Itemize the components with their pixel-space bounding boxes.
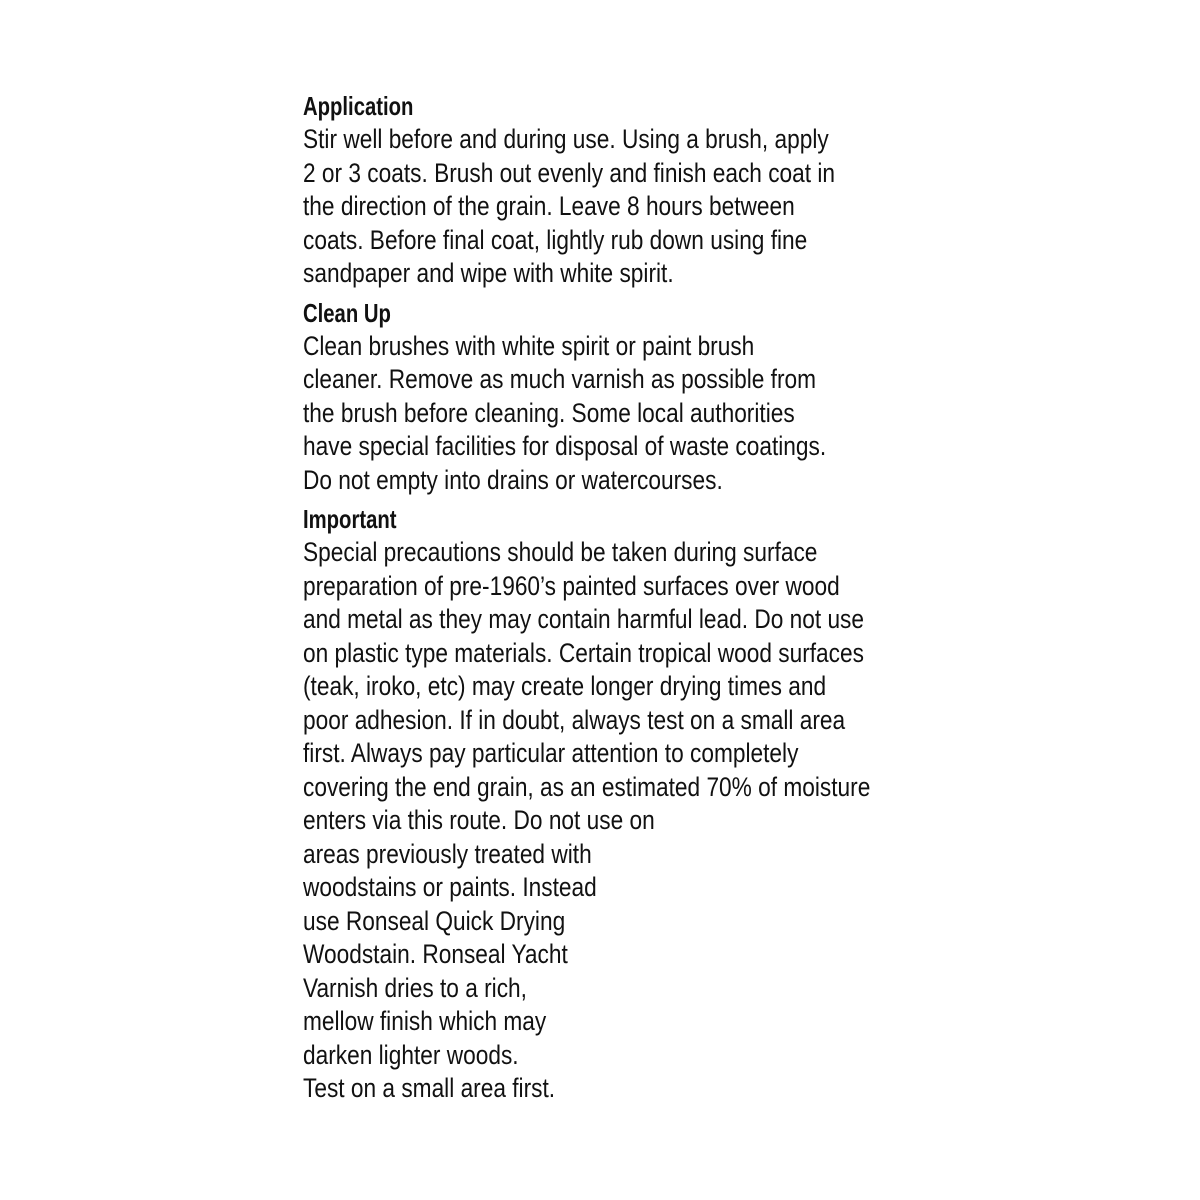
section-heading: Application — [303, 91, 414, 121]
text-line: poor adhesion. If in doubt, always test on a small area — [303, 704, 846, 735]
text-line: use Ronseal Quick Drying — [303, 905, 566, 936]
text-line: the direction of the grain. Leave 8 hours between — [303, 191, 795, 221]
text-line: sandpaper and wipe with white spirit. — [303, 258, 674, 288]
text-line: cleaner. Remove as much varnish as possible from — [303, 364, 817, 394]
text-line: (teak, iroko, etc) may create longer drying times and — [303, 671, 827, 701]
text-line: Test on a small area first. — [303, 1073, 556, 1103]
clean-up-section — [303, 297, 923, 498]
text-line: 2 or 3 coats. Brush out evenly and finish each coat in — [303, 157, 836, 188]
important-section — [303, 503, 923, 1106]
text-line: Woodstain. Ronseal Yacht — [303, 939, 568, 969]
text-line: darken lighter woods. — [303, 1039, 519, 1070]
text-line: enters via this route. Do not use on — [303, 805, 655, 835]
text-line: on plastic type materials. Certain tropical wood surfaces — [303, 637, 864, 668]
text-line: mellow finish which may — [303, 1006, 547, 1036]
section-heading: Clean Up — [303, 297, 391, 328]
text-line: have special facilities for disposal of waste coatings. — [303, 431, 827, 461]
application-section — [303, 90, 923, 291]
text-line: the brush before cleaning. Some local authorities — [303, 397, 795, 428]
section-heading: Important — [303, 504, 397, 534]
text-line: Stir well before and during use. Using a brush, apply — [303, 124, 829, 154]
text-line: woodstains or paints. Instead — [303, 872, 597, 902]
text-line: and metal as they may contain harmful lead. Do not use — [303, 604, 865, 634]
text-line: Do not empty into drains or watercourses. — [303, 464, 723, 495]
text-line: first. Always pay particular attention to completely — [303, 738, 799, 768]
instructions-label — [303, 90, 923, 1106]
text-line: Varnish dries to a rich, — [303, 972, 527, 1003]
text-line: preparation of pre-1960’s painted surfaces over wood — [303, 570, 840, 601]
text-line: Special precautions should be taken during surface — [303, 537, 818, 567]
text-line: coats. Before final coat, lightly rub down using fine — [303, 224, 808, 255]
text-line: areas previously treated with — [303, 838, 592, 869]
text-line: Clean brushes with white spirit or paint brush — [303, 330, 755, 361]
text-line: covering the end grain, as an estimated 70% of moisture — [303, 771, 871, 802]
